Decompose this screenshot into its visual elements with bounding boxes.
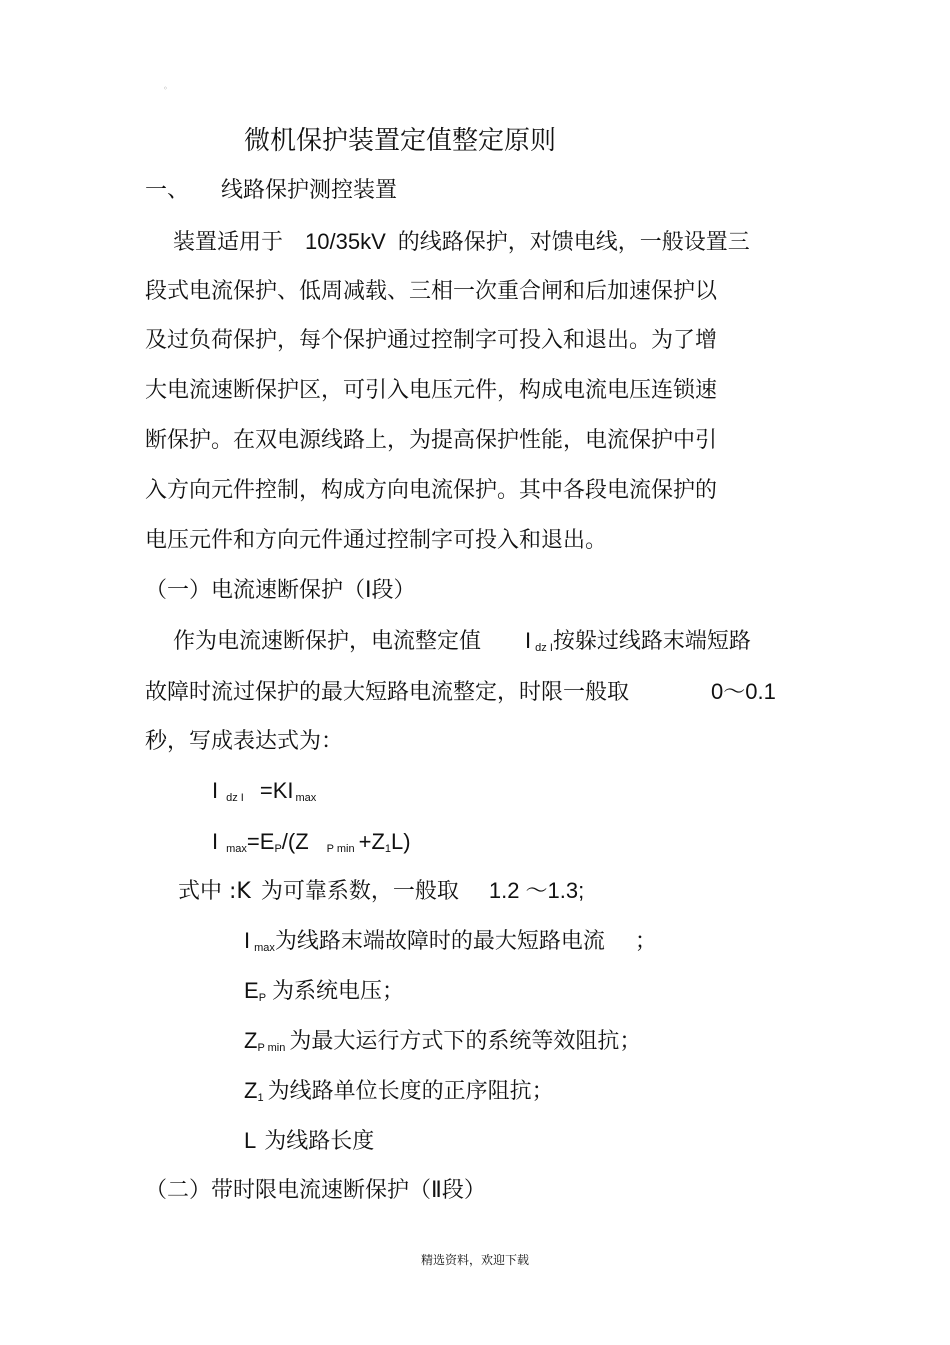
text-span: 为线路长度 [264, 1129, 375, 1154]
paragraph-line: 秒，写成表达式为： [145, 729, 344, 754]
text-span: ； [634, 929, 657, 954]
subscript: max [295, 792, 317, 804]
formula-symbol: Z [244, 1028, 258, 1053]
subscript: dz I [226, 792, 244, 804]
subscript: dz I [535, 642, 553, 654]
text-span: 为可靠系数，一般取 [260, 879, 459, 904]
definition-z1 [244, 1077, 554, 1112]
text-span: 式中 :K [178, 879, 251, 904]
subscript: P min [257, 1042, 286, 1054]
text-span: 为线路末端故障时的最大短路电流 [274, 929, 605, 954]
coefficient-range: 1.2 ～1.3; [488, 878, 585, 903]
definition-imax [244, 927, 657, 962]
subscript: P [274, 843, 282, 855]
paragraph-line: 电压元件和方向元件通过控制字可投入和退出。 [145, 528, 608, 553]
subscript: 1 [257, 1092, 264, 1104]
subscript: 1 [384, 843, 392, 855]
paragraph-line: 及过负荷保护，每个保护通过控制字可投入和退出。为了增 [145, 328, 718, 353]
formula-symbol: I [212, 829, 219, 854]
formula-symbol: =KI [259, 778, 294, 803]
formula-symbol: +Z [358, 829, 385, 854]
symbol-i: I [525, 628, 532, 653]
voltage-value: 10/35kV [305, 229, 386, 254]
paragraph-line [173, 627, 751, 662]
formula-idz [212, 777, 316, 812]
definition-l [244, 1127, 374, 1156]
section-number: 一、 [145, 178, 190, 203]
section-heading [145, 177, 397, 205]
subscript: max [226, 843, 247, 855]
paragraph-line [145, 678, 776, 707]
formula-imax [212, 828, 411, 863]
section-title: 线路保护测控装置 [221, 178, 398, 203]
subsection-heading: （二）带时限电流速断保护（Ⅱ段） [145, 1178, 486, 1203]
subscript: max [254, 942, 275, 954]
where-line [178, 877, 584, 906]
paragraph-line: 段式电流保护、低周减载、三相一次重合闸和后加速保护以 [145, 279, 718, 304]
text-span: 为系统电压； [272, 979, 405, 1004]
formula-symbol: I [244, 928, 251, 953]
text-span: 作为电流速断保护，电流整定值 [173, 629, 482, 654]
subscript: P [258, 992, 267, 1004]
paragraph-line [173, 228, 750, 257]
paragraph-line: 断保护。在双电源线路上，为提高保护性能，电流保护中引 [145, 428, 718, 453]
text-span: 装置适用于 [173, 230, 284, 255]
formula-symbol: I [212, 778, 219, 803]
text-span: 的线路保护，对馈电线，一般设置三 [397, 230, 750, 255]
subsection-heading: （一）电流速断保护（Ⅰ段） [145, 578, 416, 603]
formula-symbol: Z [244, 1078, 258, 1103]
text-span: 按躲过线路末端短路 [552, 629, 751, 654]
corner-mark: ◦ [163, 84, 168, 93]
text-span: 故障时流过保护的最大短路电流整定，时限一般取 [145, 680, 630, 705]
formula-symbol: /(Z [281, 829, 309, 854]
formula-symbol: L [244, 1128, 257, 1153]
formula-symbol: E [244, 978, 259, 1003]
text-span: 为最大运行方式下的系统等效阻抗； [289, 1029, 642, 1054]
text-span: 为线路单位长度的正序阻抗； [267, 1079, 554, 1104]
time-range: 0～0.1 [711, 679, 776, 704]
subscript: P min [326, 843, 355, 855]
formula-symbol: =E [246, 829, 275, 854]
page-footer: 精选资料，欢迎下载 [421, 1253, 530, 1267]
page-title: 微机保护装置定值整定原则 [244, 126, 557, 156]
definition-ep [244, 977, 404, 1012]
formula-symbol: L) [391, 829, 411, 854]
paragraph-line: 大电流速断保护区，可引入电压元件，构成电流电压连锁速 [145, 378, 718, 403]
definition-zp [244, 1027, 641, 1062]
paragraph-line: 入方向元件控制，构成方向电流保护。其中各段电流保护的 [145, 478, 718, 503]
